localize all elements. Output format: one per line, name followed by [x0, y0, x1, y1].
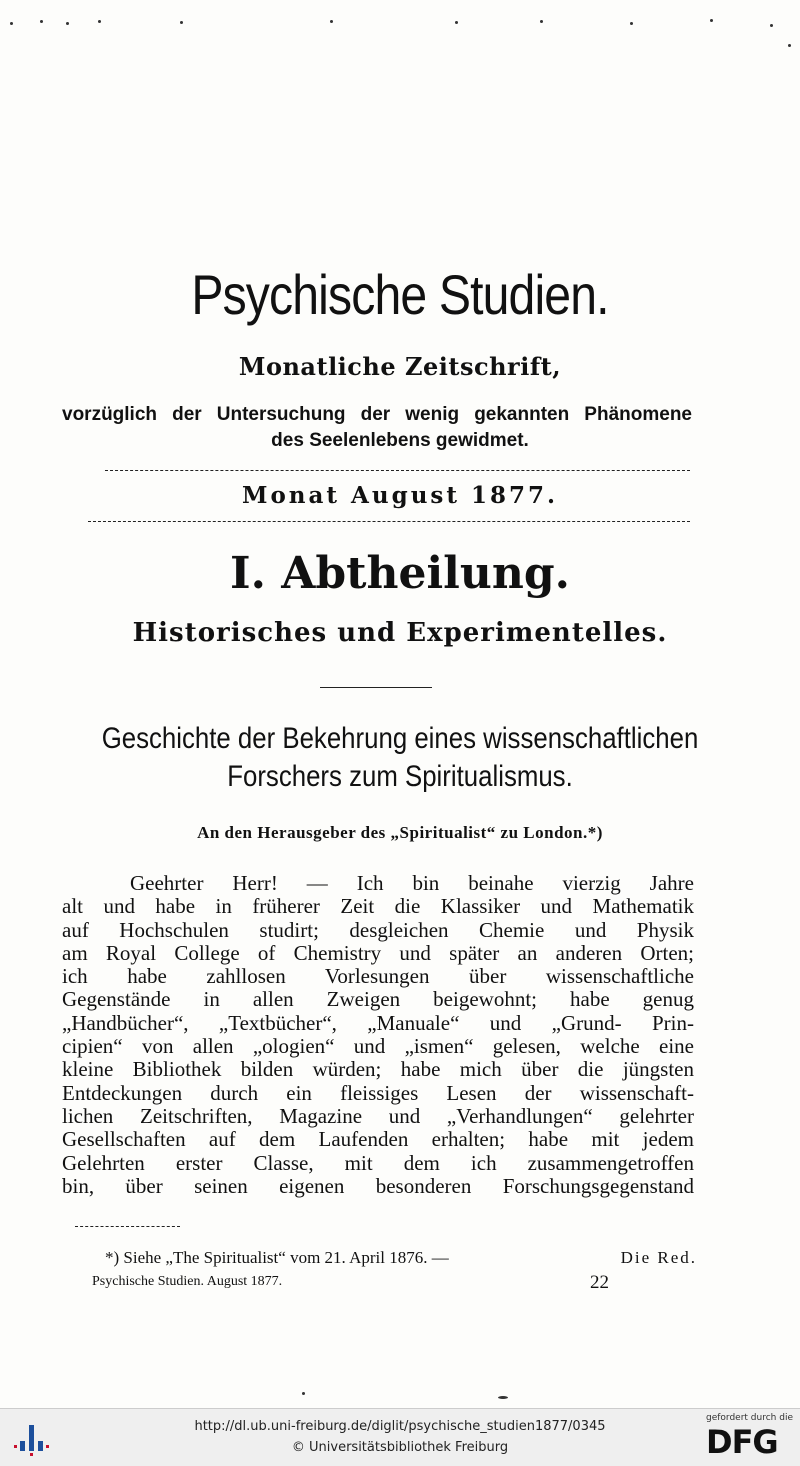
divider	[320, 687, 432, 688]
body-line: Gesellschaften auf dem Laufenden erhalten; habe mit jedem	[62, 1127, 694, 1152]
body-line: Gegenstände in allen Zweigen beigewohnt; habe genug	[62, 987, 694, 1012]
page-footer-journal: Psychische Studien. August 1877.	[92, 1274, 283, 1289]
copyright-notice: © Universitätsbibliothek Freiburg	[291, 1440, 509, 1455]
issue-date: Monat August 1877.	[241, 482, 559, 509]
body-line: Entdeckungen durch ein fleissiges Lesen der wissenschaft-	[62, 1080, 694, 1105]
scan-artifacts	[0, 14, 800, 34]
scan-speck	[302, 1392, 305, 1395]
body-line: alt und habe in früherer Zeit die Klassiker und Mathematik	[62, 894, 694, 919]
part-title: Historisches und Experimentelles.	[132, 618, 668, 648]
footnote-credit: Die Red.	[620, 1248, 697, 1267]
body-line: lichen Zeitschriften, Magazine und „Verhandlungen“ gelehrter	[62, 1103, 694, 1128]
journal-subtitle: Monatliche Zeitschrift,	[238, 352, 562, 381]
part-heading: I. Abtheilung.	[230, 548, 570, 599]
journal-title: Psychische Studien.	[191, 263, 609, 326]
article-title: Geschichte der Bekehrung eines wissenschaftlichen	[101, 722, 699, 755]
body-line: cipien“ von allen „ologien“ und „ismen“ gelesen, welche eine	[62, 1034, 694, 1059]
journal-description-line1: vorzüglich der Untersuchung der wenig gekannten Phänomene	[62, 404, 692, 425]
body-line: auf Hochschulen studirt; desgleichen Chemie und Physik	[62, 917, 694, 942]
viewer-footer-bar	[0, 1408, 800, 1466]
article-body	[62, 872, 694, 1198]
body-line: Geehrter Herr! — Ich bin beinahe vierzig Jahre	[130, 871, 694, 895]
footnote-text: *) Siehe „The Spiritualist“ vom 21. April 1876. —	[105, 1248, 449, 1267]
dfg-funding-label: gefordert durch die	[706, 1413, 793, 1423]
signature-number: 22	[590, 1272, 609, 1293]
footnote	[105, 1248, 697, 1268]
dedication: An den Herausgeber des „Spiritualist“ zu London.*)	[197, 823, 603, 842]
body-line: „Handbücher“, „Textbücher“, „Manuale“ und „Grund- Prin-	[62, 1010, 694, 1035]
journal-description-line2: des Seelenlebens gewidmet.	[271, 430, 529, 451]
divider	[88, 521, 690, 522]
body-line: kleine Bibliothek bilden würden; habe mich über die jüngsten	[62, 1057, 694, 1082]
body-line: bin, über seinen eigenen besonderen Forschungsgegenstand	[62, 1173, 694, 1198]
body-line: Gelehrten erster Classe, mit dem ich zusammengetroffen	[62, 1150, 694, 1175]
source-url-link[interactable]: http://dl.ub.uni-freiburg.de/diglit/psychische_studien1877/0345	[194, 1419, 606, 1434]
article-title-continued: Forschers zum Spiritualismus.	[227, 760, 573, 793]
scan-speck	[498, 1396, 508, 1399]
footnote-divider	[75, 1226, 180, 1227]
dfg-logo[interactable]: DFG	[706, 1423, 778, 1461]
divider	[105, 470, 690, 471]
body-line: ich habe zahllosen Vorlesungen über wissenschaftliche	[62, 964, 694, 989]
body-line: am Royal College of Chemistry und später an anderen Orten;	[62, 940, 694, 965]
